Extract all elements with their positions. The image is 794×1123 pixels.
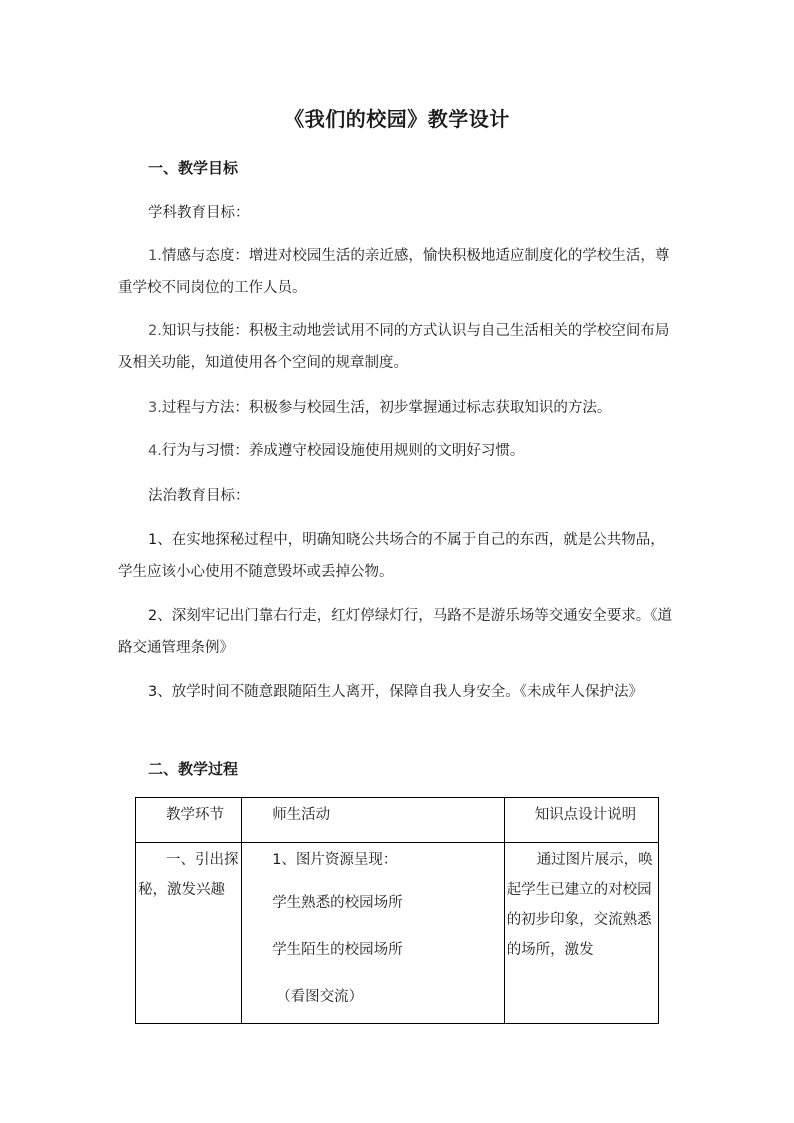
section-heading-process: 二、教学过程 xyxy=(148,760,239,778)
stage-text: 一、引出探秘，激发兴趣 xyxy=(138,852,239,898)
law-goal-3: 3、放学时间不随意跟随陌生人离开，保障自我人身安全。《未成年人保护法》 xyxy=(148,684,643,700)
goal-number: 3. xyxy=(148,400,162,416)
subject-goals-label: 学科教育目标： xyxy=(148,205,250,221)
goal-text: 过程与方法：积极参与校园生活，初步掌握通过标志获取知识的方法。 xyxy=(161,400,612,416)
law-goal-1: 1、在实地探秘过程中，明确知晓公共场合的不属于自己的东西，就是公共物品，学生应该小心使用不随意毁坏或丢掉公物。 xyxy=(118,532,665,580)
header-stage: 教学环节 xyxy=(166,807,224,823)
table-header-row xyxy=(136,798,659,843)
goal-text: 行为与习惯：养成遵守校园设施使用规则的文明好习惯。 xyxy=(161,443,525,459)
subject-goal-1 xyxy=(118,240,678,304)
document-title: 《我们的校园》教学设计 xyxy=(284,107,510,131)
table-header-cell xyxy=(242,798,505,843)
law-goal-2: 2、深刻牢记出门靠右行走，红灯停绿灯行，马路不是游乐场等交通安全要求。《道路交通管理条例》 xyxy=(118,608,672,656)
header-notes: 知识点设计说明 xyxy=(534,807,637,823)
section-heading-goals: 一、教学目标 xyxy=(148,159,239,177)
table-header-cell xyxy=(136,798,242,843)
notes-text: 通过图片展示，唤起学生已建立的对校园的初步印象，交流熟悉的场所，激发 xyxy=(506,852,653,958)
activity-line: 学生熟悉的校园场所 xyxy=(272,895,403,911)
law-goals-label: 法治教育目标： xyxy=(148,488,250,504)
subject-goal-3 xyxy=(118,392,678,424)
table-cell-stage xyxy=(136,843,242,1024)
activity-line: （看图交流） xyxy=(276,989,364,1005)
activity-line: 1、图片资源呈现： xyxy=(272,852,398,868)
goal-number: 2. xyxy=(148,323,162,339)
header-activities: 师生活动 xyxy=(272,807,331,823)
goal-number: 1. xyxy=(148,248,162,264)
goal-number: 4. xyxy=(148,443,162,459)
subject-goal-4 xyxy=(118,435,678,467)
activity-line: 学生陌生的校园场所 xyxy=(272,942,403,958)
table-row xyxy=(136,843,659,1024)
goal-text: 知识与技能：积极主动地尝试用不同的方式认识与自己生活相关的学校空间布局及相关功能，知道使用各个空间的规章制度。 xyxy=(118,323,670,371)
goal-text: 情感与态度：增进对校园生活的亲近感，愉快积极地适应制度化的学校生活，尊重学校不同岗位的工作人员。 xyxy=(118,248,670,296)
subject-goal-2 xyxy=(118,315,678,379)
table-header-cell xyxy=(504,798,658,843)
table-cell-notes xyxy=(504,843,658,1024)
table-cell-activities xyxy=(242,843,505,1024)
teaching-process-table xyxy=(135,797,659,1024)
